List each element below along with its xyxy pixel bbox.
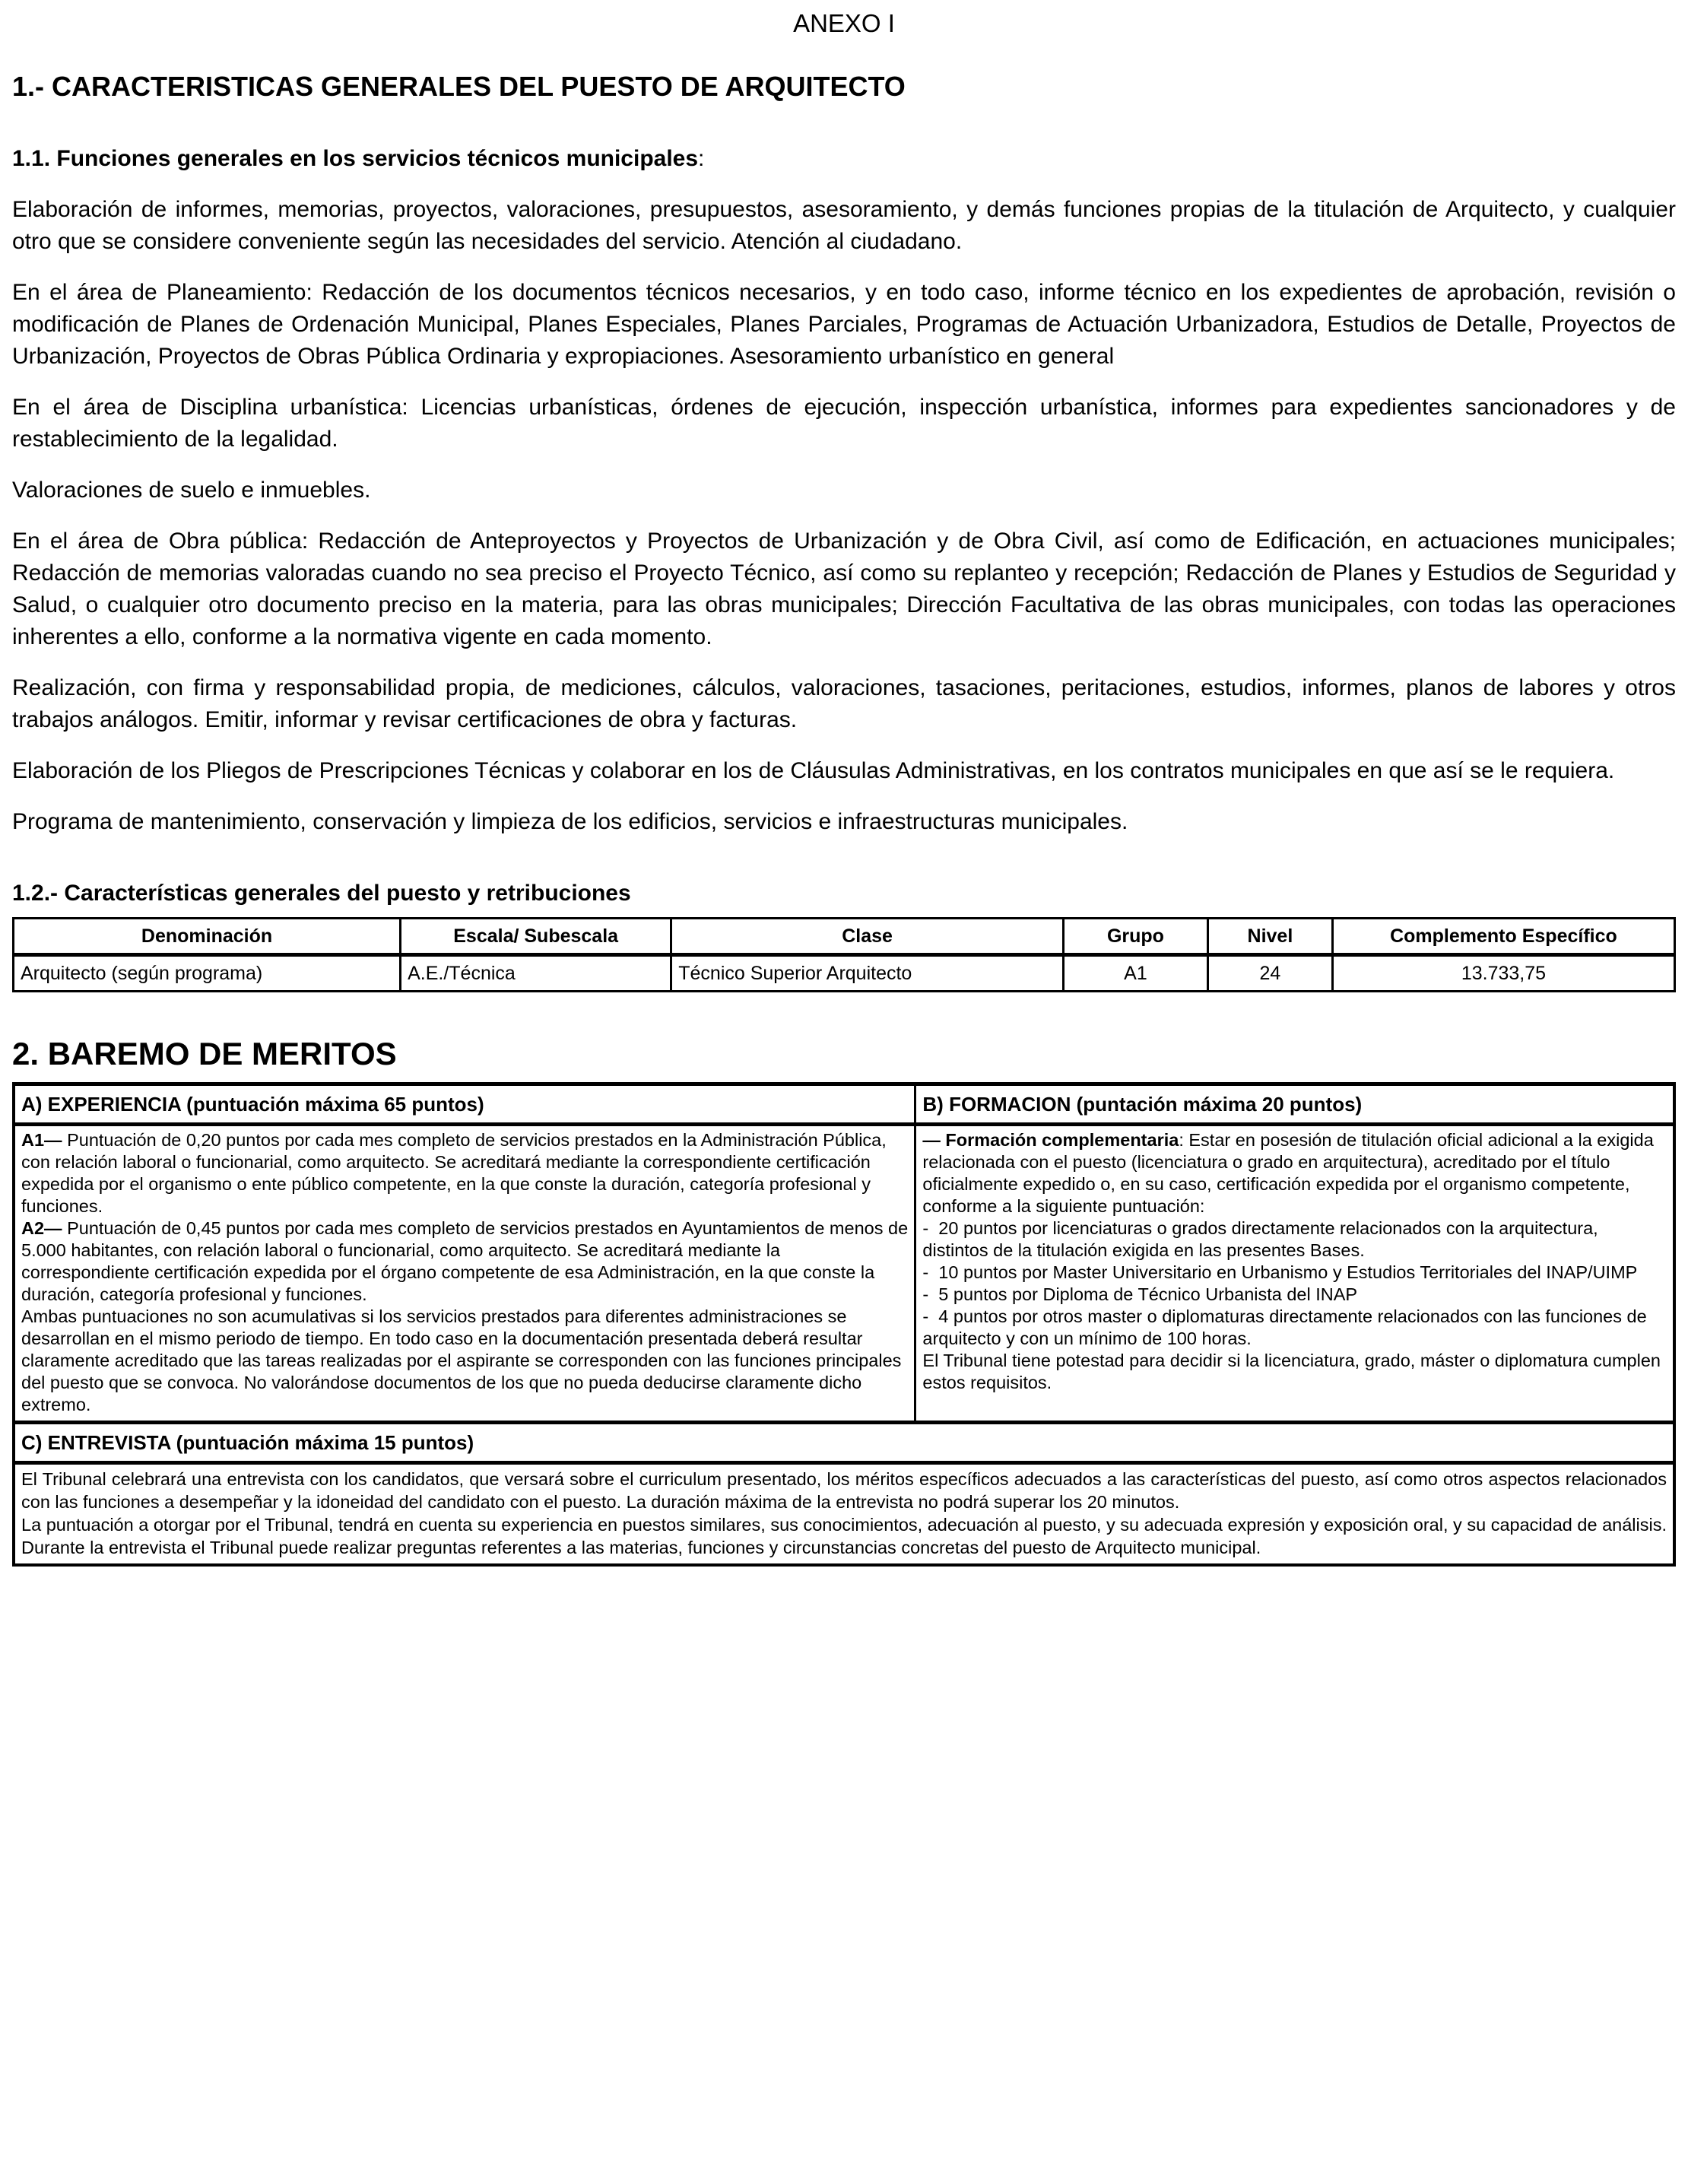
retribuciones-header-row <box>14 919 1675 955</box>
body-paragraph: Programa de mantenimiento, conservación y limpieza de los edificios, servicios e infraestructuras municipales. <box>12 809 1128 834</box>
baremo-body-row <box>14 1125 1674 1423</box>
section-2-heading: 2. BAREMO DE MERITOS <box>12 1036 397 1071</box>
entrevista-body-row <box>14 1463 1674 1566</box>
section-1-1-heading-text: 1.1. Funciones generales en los servicios técnicos municipales <box>12 146 699 171</box>
experiencia-item-lead: A1— <box>21 1130 62 1150</box>
entrevista-cell <box>14 1463 1674 1566</box>
section-1-2-heading: 1.2.- Características generales del puesto y retribuciones <box>12 881 631 906</box>
formacion-bullet: - 10 puntos por Master Universitario en Urbanismo y Estudios Territoriales del INAP/UIMP <box>922 1262 1638 1282</box>
experiencia-item-text: Ambas puntuaciones no son acumulativas si los servicios prestados para diferentes administraciones se desarrollan en el mismo periodo de tiempo. En todo caso en la documentación presentada deberá resultar claramente acreditado que las tareas realizadas por el aspirante se corresponden con las funciones principales del puesto que se convoca. No valorándose documentos de los que no pueda deducirse claramente dicho extremo. <box>21 1306 902 1414</box>
column-header-grupo: Grupo <box>1063 919 1207 955</box>
experiencia-cell <box>14 1125 915 1423</box>
formacion-intro-lead: — Formación complementaria <box>922 1130 1179 1150</box>
section-1-1-heading-colon: : <box>698 146 705 171</box>
formacion-bullet: - 20 puntos por licenciaturas o grados directamente relacionados con la arquitectura, distintos de la titulación exigida en las presentes Bases. <box>922 1218 1604 1260</box>
experiencia-item <box>21 1306 908 1416</box>
experiencia-item <box>21 1217 908 1306</box>
document-title: ANEXO I <box>793 9 895 37</box>
column-header-clase: Clase <box>671 919 1064 955</box>
cell-escala-subescala: A.E./Técnica <box>401 955 671 992</box>
body-paragraph: Elaboración de los Pliegos de Prescripciones Técnicas y colaborar en los de Cláusulas Administrativas, en los contratos municipales en que así se le requiera. <box>12 758 1615 783</box>
formacion-header: B) FORMACION (puntación máxima 20 puntos) <box>915 1084 1674 1125</box>
section-1-heading: 1.- CARACTERISTICAS GENERALES DEL PUESTO DE ARQUITECTO <box>12 71 906 102</box>
formacion-outro: El Tribunal tiene potestad para decidir si la licenciatura, grado, máster o diplomatura cumplen estos requisitos. <box>922 1351 1666 1392</box>
column-header-nivel: Nivel <box>1207 919 1332 955</box>
section-1-1-heading <box>12 143 1676 175</box>
experiencia-item-lead: A2— <box>21 1218 62 1238</box>
cell-denominacion: Arquitecto (según programa) <box>14 955 401 992</box>
cell-nivel: 24 <box>1207 955 1332 992</box>
formacion-cell <box>915 1125 1674 1423</box>
entrevista-header: C) ENTREVISTA (puntuación máxima 15 puntos) <box>14 1423 1674 1463</box>
cell-grupo: A1 <box>1063 955 1207 992</box>
entrevista-paragraph: La puntuación a otorgar por el Tribunal, tendrá en cuenta su experiencia en puestos similares, sus conocimientos, adecuación al puesto, y su adecuada expresión y exposición oral, y su capacidad de análisis. Durante la entrevista el Tribunal puede realizar preguntas referentes a las materias, funciones y circunstancias concretas del puesto de Arquitecto municipal. <box>21 1515 1667 1557</box>
column-header-denominacion: Denominación <box>14 919 401 955</box>
baremo-header-row <box>14 1084 1674 1125</box>
cell-clase: Técnico Superior Arquitecto <box>671 955 1064 992</box>
retribuciones-table <box>12 917 1676 992</box>
entrevista-paragraph: El Tribunal celebrará una entrevista con los candidatos, que versará sobre el curriculum presentado, los méritos específicos adecuados a las características del puesto, así como otros aspectos relacionados con las funciones a desempeñar y la idoneidad del candidato con el puesto. La duración máxima de la entrevista no podrá superar los 20 minutos. <box>21 1469 1667 1512</box>
cell-complemento-especifico: 13.733,75 <box>1332 955 1674 992</box>
body-paragraph: Realización, con firma y responsabilidad propia, de mediciones, cálculos, valoraciones, tasaciones, peritaciones, estudios, informes, planos de labores y otros trabajos análogos. Emitir, informar y revisar certificaciones de obra y facturas. <box>12 675 1676 732</box>
table-row <box>14 955 1675 992</box>
body-paragraph: En el área de Disciplina urbanística: Licencias urbanísticas, órdenes de ejecución, inspección urbanística, informes para expedientes sancionadores y de restablecimiento de la legalidad. <box>12 395 1676 452</box>
body-paragraph: Valoraciones de suelo e inmuebles. <box>12 478 371 503</box>
body-paragraph: En el área de Obra pública: Redacción de Anteproyectos y Proyectos de Urbanización y de Obra Civil, así como de Edificación, en actuaciones municipales; Redacción de memorias valoradas cuando no sea preciso el Proyecto Técnico, así como su replanteo y recepción; Redacción de Planes y Estudios de Seguridad y Salud, o cualquier otro documento preciso en la materia, para las obras municipales; Dirección Facultativa de las obras municipales, con todas las operaciones inherentes a ello, conforme a la normativa vigente en cada momento. <box>12 529 1676 649</box>
experiencia-header: A) EXPERIENCIA (puntuación máxima 65 puntos) <box>14 1084 915 1125</box>
body-paragraph: Elaboración de informes, memorias, proyectos, valoraciones, presupuestos, asesoramiento, y demás funciones propias de la titulación de Arquitecto, y cualquier otro que se considere conveniente según las necesidades del servicio. Atención al ciudadano. <box>12 197 1676 254</box>
column-header-escala-subescala: Escala/ Subescala <box>401 919 671 955</box>
experiencia-item <box>21 1129 908 1217</box>
experiencia-item-text: Puntuación de 0,20 puntos por cada mes completo de servicios prestados en la Administración Pública, con relación laboral o funcionarial, como arquitecto. Se acreditará mediante la correspondiente certificación expedida por el organismo o ente público competente, en la que conste la duración, categoría profesional y funciones. <box>21 1130 887 1216</box>
formacion-intro-text: : Estar en posesión de titulación oficial adicional a la exigida relacionada con el puesto (licenciatura o grado en arquitectura), acreditado por el título oficialmente expedido o, en su caso, certificación expedida por el organismo competente, conforme a la siguiente puntuación: <box>922 1130 1659 1216</box>
baremo-table <box>12 1082 1676 1567</box>
experiencia-item-text: Puntuación de 0,45 puntos por cada mes completo de servicios prestados en Ayuntamientos de menos de 5.000 habitantes, con relación laboral o funcionarial, como arquitecto. Se acreditará mediante la correspondiente certificación expedida por el órgano competente de esa Administración, en la que conste la duración, categoría profesional y funciones. <box>21 1218 909 1304</box>
formacion-intro <box>922 1129 1667 1217</box>
entrevista-header-row <box>14 1423 1674 1463</box>
column-header-complemento-especifico: Complemento Específico <box>1332 919 1674 955</box>
formacion-bullet: - 4 puntos por otros master o diplomaturas directamente relacionados con las funciones de arquitecto y con un mínimo de 100 horas. <box>922 1306 1652 1348</box>
formacion-bullet: - 5 puntos por Diploma de Técnico Urbanista del INAP <box>922 1284 1358 1304</box>
body-paragraph: En el área de Planeamiento: Redacción de los documentos técnicos necesarios, y en todo caso, informe técnico en los expedientes de aprobación, revisión o modificación de Planes de Ordenación Municipal, Planes Especiales, Planes Parciales, Programas de Actuación Urbanizadora, Estudios de Detalle, Proyectos de Urbanización, Proyectos de Obras Pública Ordinaria y expropiaciones. Asesoramiento urbanístico en general <box>12 280 1676 369</box>
